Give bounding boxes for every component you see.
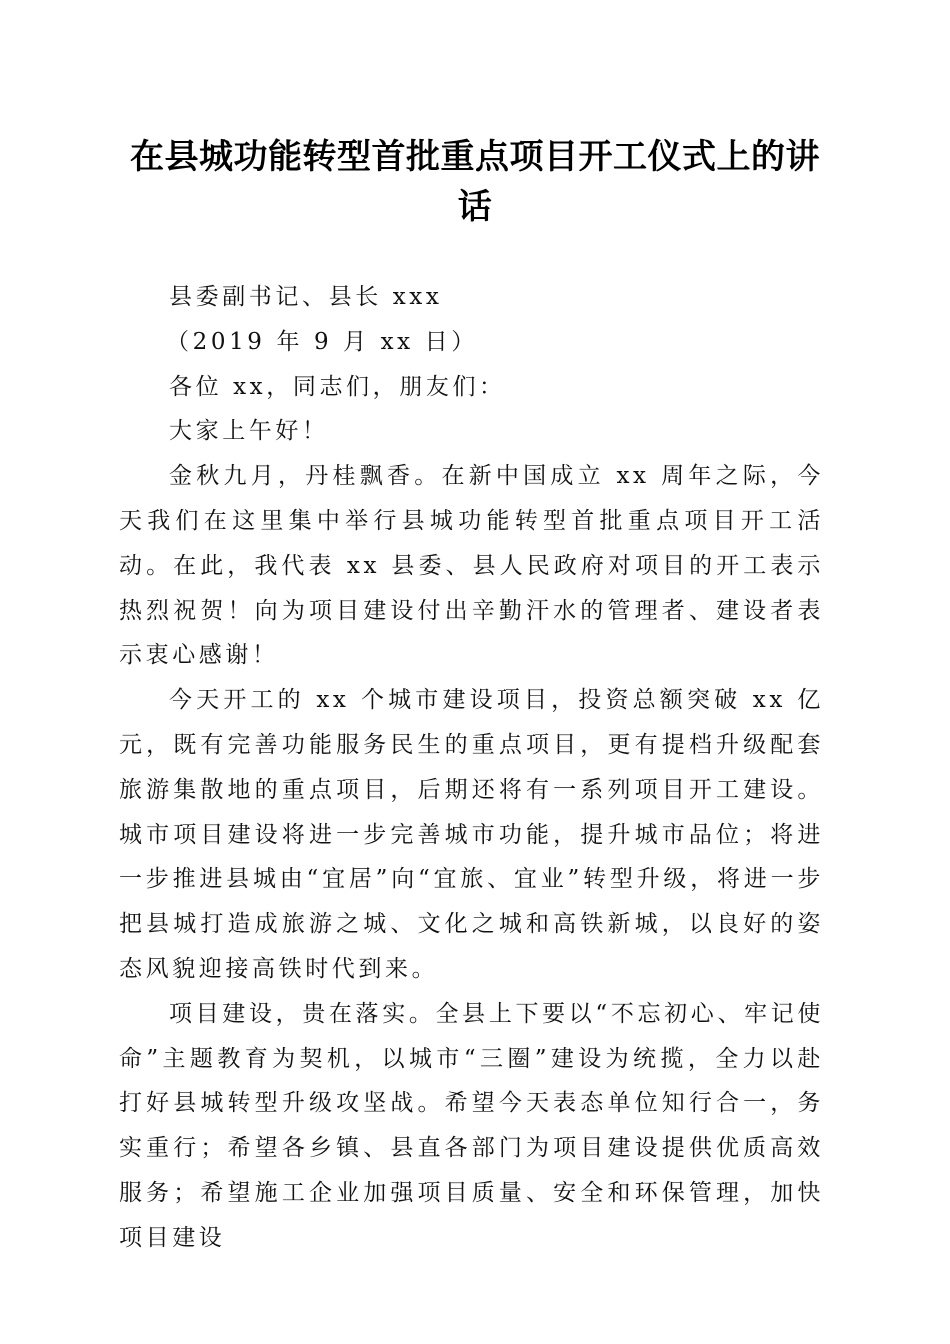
- paragraph-1: 金秋九月，丹桂飘香。在新中国成立 xx 周年之际，今天我们在这里集中举行县城功能转型首批重点项目开工活动。在此，我代表 xx 县委、县人民政府对项目的开工表示热烈祝贺！向为项目建设付出辛勤汗水的管理者、建设者表示衷心感谢！: [119, 463, 824, 669]
- speaker-line: 县委副书记、县长 xxx: [169, 284, 443, 310]
- date-line: （2019 年 9 月 xx 日）: [166, 328, 478, 355]
- paragraph-3: 项目建设，贵在落实。全县上下要以“不忘初心、牢记使命”主题教育为契机，以城市“三圈”建设为统揽，全力以赴打好县城转型升级攻坚战。希望今天表态单位知行合一，务实重行；希望各乡镇、县直各部门为项目建设提供优质高效服务；希望施工企业加强项目质量、安全和环保管理，加快项目建设: [119, 1000, 824, 1251]
- document-body: [119, 275, 824, 1261]
- paragraph-2: 今天开工的 xx 个城市建设项目，投资总额突破 xx 亿元，既有完善功能服务民生的重点项目，更有提档升级配套旅游集散地的重点项目，后期还将有一系列项目开工建设。城市项目建设将进一步完善城市功能，提升城市品位；将进一步推进县城由“宜居”向“宜旅、宜业”转型升级，将进一步把县城打造成旅游之城、文化之城和高铁新城，以良好的姿态风貌迎接高铁时代到来。: [119, 687, 824, 982]
- greeting-line: 大家上午好！: [169, 418, 329, 445]
- document-title: 在县城功能转型首批重点项目开工仪式上的讲话: [130, 137, 820, 227]
- salutation-line: 各位 xx，同志们，朋友们：: [169, 373, 506, 400]
